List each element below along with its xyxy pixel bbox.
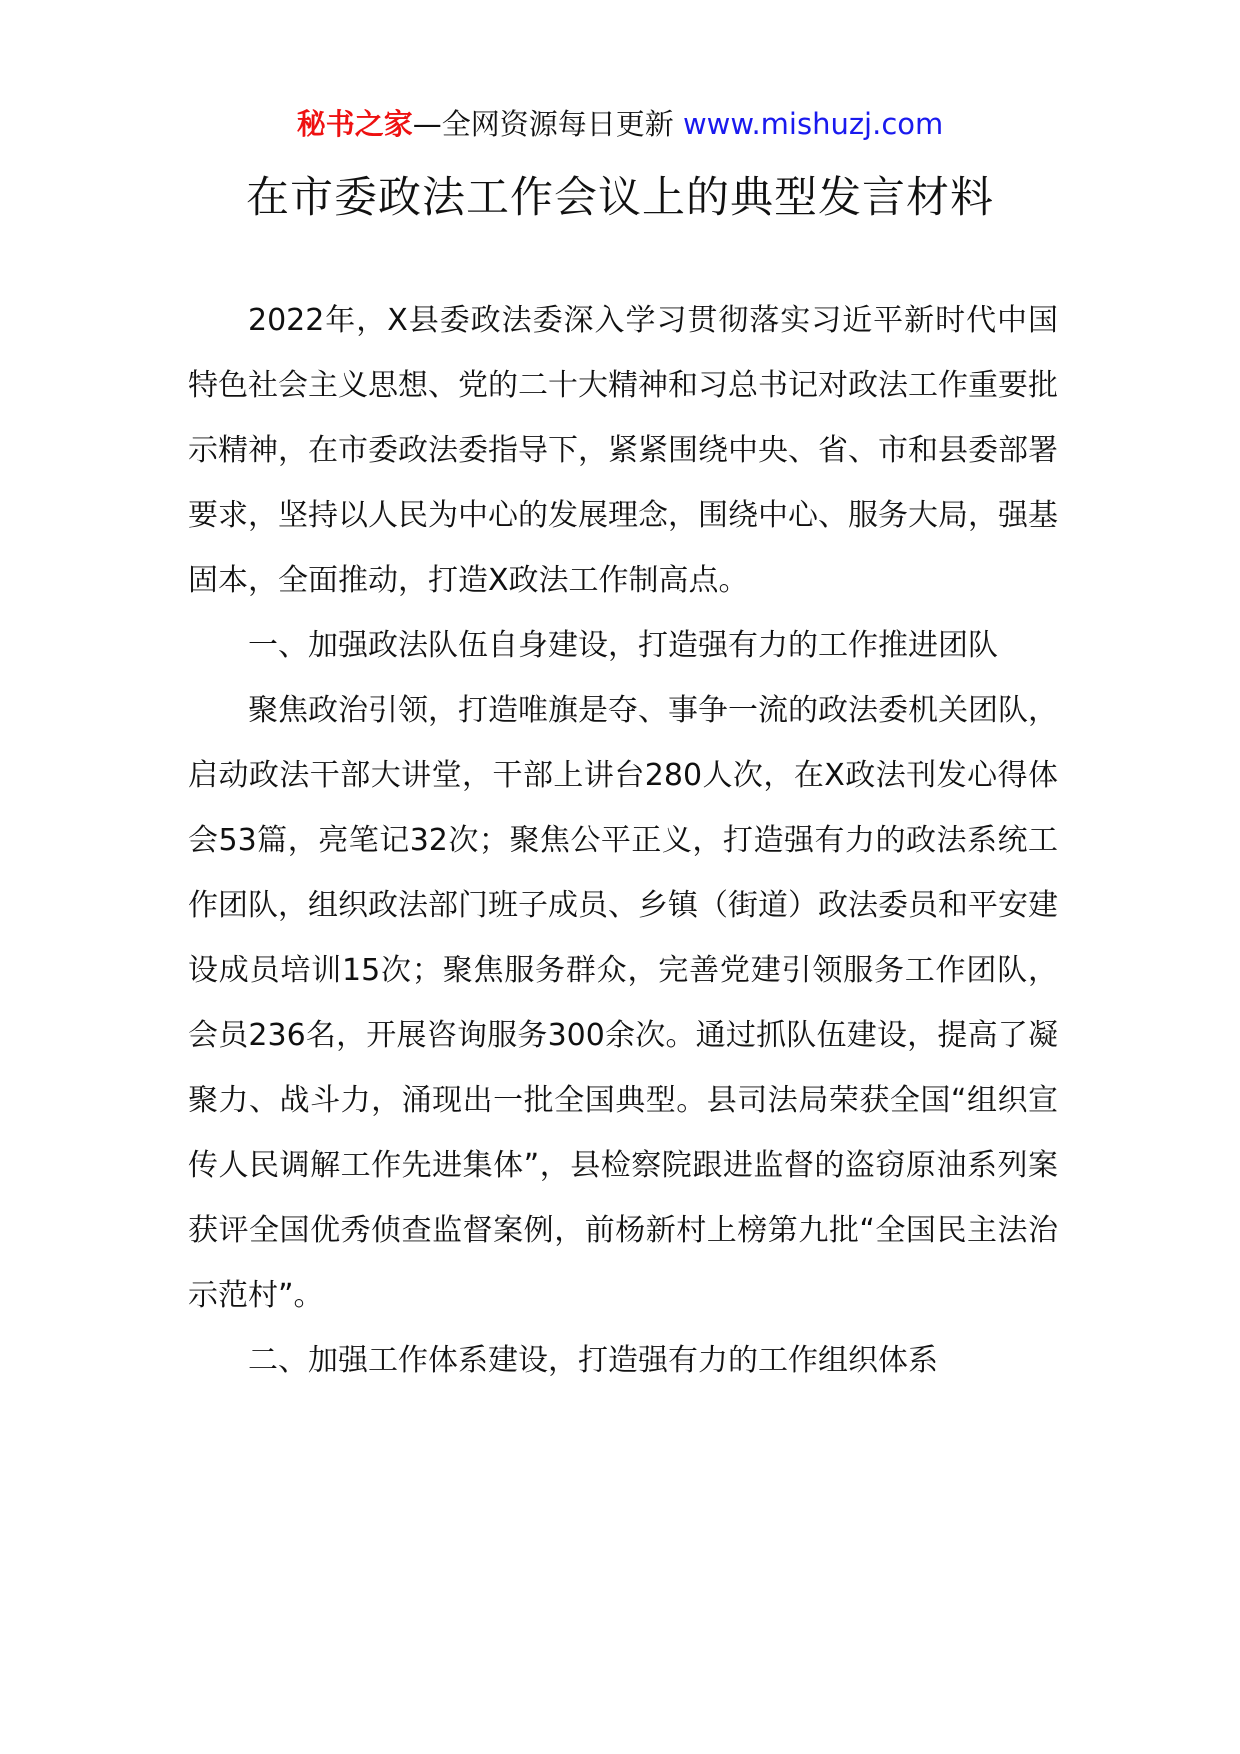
page-title: 在市委政法工作会议上的典型发言材料 [246, 173, 994, 223]
site-url-link[interactable]: www.mishuzj.com [682, 107, 944, 141]
section-heading-1: 一、加强政法队伍自身建设，打造强有力的工作推进团队 [248, 628, 998, 663]
section-heading-2: 二、加强工作体系建设，打造强有力的工作组织体系 [248, 1343, 938, 1378]
paragraph-section-1: 聚焦政治引领，打造唯旗是夺、事争一流的政法委机关团队，启动政法干部大讲堂，干部上讲台280人次，在X政法刊发心得体会53篇，亮笔记32次；聚焦公平正义，打造强有力的政法系统工作团队，组织政法部门班子成员、乡镇（街道）政法委员和平安建设成员培训15次；聚焦服务群众，完善党建引领服务工作团队，会员236名，开展咨询服务300余次。通过抓队伍建设，提高了凝聚力、战斗力，涌现出一批全国典型。县司法局荣获全国“组织宣传人民调解工作先进集体”，县检察院跟进监督的盗窃原油系列案获评全国优秀侦查监督案例，前杨新村上榜第九批“全国民主法治示范村”。 [188, 693, 1058, 1313]
brand-name: 秘书之家 [296, 107, 413, 141]
document-body [188, 288, 1058, 1393]
header-tagline: —全网资源每日更新 [412, 107, 683, 141]
site-header [0, 104, 1240, 144]
paragraph-intro: 2022年，X县委政法委深入学习贯彻落实习近平新时代中国特色社会主义思想、党的二十大精神和习总书记对政法工作重要批示精神，在市委政法委指导下，紧紧围绕中央、省、市和县委部署要求，坚持以人民为中心的发展理念，围绕中心、服务大局，强基固本，全面推动，打造X政法工作制高点。 [188, 303, 1058, 598]
